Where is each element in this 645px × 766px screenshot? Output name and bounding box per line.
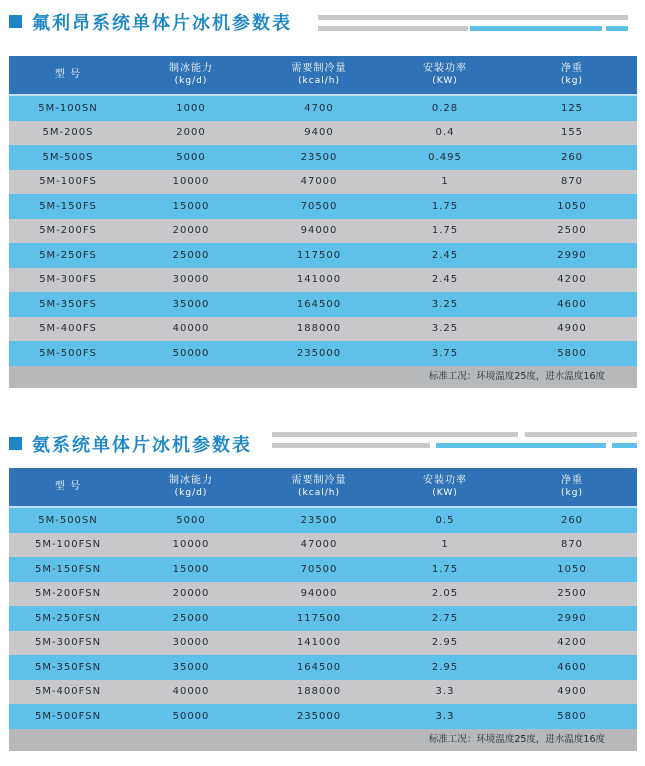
- header-label: 制冰能力: [169, 475, 213, 486]
- cell-ice-capacity: 1000: [176, 102, 206, 114]
- cell-install-power: 1.75: [431, 563, 459, 575]
- cell-ice-capacity: 20000: [172, 225, 210, 237]
- cell-install-power: 1: [441, 176, 449, 188]
- cell-cooling-required: 94000: [300, 225, 338, 237]
- cell-ice-capacity: 50000: [172, 710, 210, 722]
- table-footer-note: 标准工况：环境温度25度，进水温度16度: [9, 729, 637, 751]
- cell-model: 5M-200S: [42, 127, 94, 139]
- cell-model: 5M-500FSN: [34, 710, 102, 722]
- header-unit: (kg/d): [174, 76, 208, 86]
- decor-stripe: [318, 26, 468, 31]
- header-cooling-required: [255, 468, 383, 506]
- table-row: [9, 655, 637, 680]
- table-row: [9, 680, 637, 705]
- cell-model: 5M-500S: [42, 151, 94, 163]
- cell-ice-capacity: 50000: [172, 347, 210, 359]
- cell-model: 5M-250FS: [39, 249, 97, 261]
- ammonia-param-table: [9, 468, 637, 751]
- header-label: 净重: [561, 63, 583, 74]
- cell-ice-capacity: 10000: [172, 176, 210, 188]
- cell-net-weight: 4600: [557, 298, 587, 310]
- cell-model: 5M-250FSN: [34, 612, 102, 624]
- cell-install-power: 2.45: [431, 274, 459, 286]
- table-row: [9, 704, 637, 729]
- cell-model: 5M-500FS: [39, 347, 97, 359]
- table-row: [9, 508, 637, 533]
- cell-model: 5M-100SN: [38, 102, 98, 114]
- table-footer-note: 标准工况：环境温度25度，进水温度16度: [9, 366, 637, 388]
- cell-model: 5M-500SN: [38, 514, 98, 526]
- header-unit: (KW): [432, 488, 458, 498]
- header-unit: (kcal/h): [298, 488, 340, 498]
- decor-stripe: [525, 432, 637, 437]
- table-row: [9, 582, 637, 607]
- header-cooling-required: [255, 56, 383, 94]
- header-label: 净重: [561, 475, 583, 486]
- table-row: [9, 96, 637, 121]
- header-unit: (kg/d): [174, 488, 208, 498]
- cell-cooling-required: 94000: [300, 588, 338, 600]
- cell-model: 5M-400FSN: [34, 686, 102, 698]
- freon-section: [0, 0, 645, 382]
- cell-net-weight: 155: [560, 127, 584, 139]
- cell-cooling-required: 141000: [296, 274, 342, 286]
- cell-model: 5M-300FS: [39, 274, 97, 286]
- table-row: [9, 606, 637, 631]
- cell-ice-capacity: 40000: [172, 323, 210, 335]
- cell-install-power: 2.45: [431, 249, 459, 261]
- table-row: [9, 121, 637, 146]
- cell-net-weight: 1050: [557, 563, 587, 575]
- header-net-weight: [507, 468, 637, 506]
- cell-install-power: 3.25: [431, 323, 459, 335]
- cell-cooling-required: 70500: [300, 200, 338, 212]
- cell-install-power: 2.95: [431, 661, 459, 673]
- header-model: [9, 56, 127, 94]
- table-header: [9, 468, 637, 508]
- header-unit: (kg): [561, 488, 583, 498]
- ammonia-table-title: 氨系统单体片冰机参数表: [32, 435, 252, 456]
- cell-model: 5M-200FS: [39, 225, 97, 237]
- cell-model: 5M-200FSN: [34, 588, 102, 600]
- cell-net-weight: 4200: [557, 274, 587, 286]
- cell-net-weight: 870: [560, 176, 584, 188]
- cell-net-weight: 5800: [557, 347, 587, 359]
- cell-net-weight: 2990: [557, 612, 587, 624]
- cell-cooling-required: 23500: [300, 151, 338, 163]
- header-net-weight: [507, 56, 637, 94]
- header-label: 制冰能力: [169, 63, 213, 74]
- table-row: [9, 194, 637, 219]
- cell-model: 5M-100FSN: [34, 539, 102, 551]
- cell-model: 5M-350FSN: [34, 661, 102, 673]
- cell-ice-capacity: 10000: [172, 539, 210, 551]
- cell-ice-capacity: 30000: [172, 274, 210, 286]
- cell-net-weight: 5800: [557, 710, 587, 722]
- cell-net-weight: 2500: [557, 225, 587, 237]
- cell-cooling-required: 117500: [296, 249, 342, 261]
- cell-ice-capacity: 5000: [176, 514, 206, 526]
- table-row: [9, 145, 637, 170]
- cell-model: 5M-300FSN: [34, 637, 102, 649]
- cell-install-power: 3.75: [431, 347, 459, 359]
- table-row: [9, 631, 637, 656]
- table-body: [9, 508, 637, 729]
- cell-ice-capacity: 15000: [172, 563, 210, 575]
- header-label: 需要制冷量: [291, 475, 347, 486]
- cell-install-power: 2.95: [431, 637, 459, 649]
- cell-net-weight: 260: [560, 151, 584, 163]
- ammonia-title-row: [0, 422, 645, 470]
- cell-cooling-required: 70500: [300, 563, 338, 575]
- cell-model: 5M-150FSN: [34, 563, 102, 575]
- cell-install-power: 2.75: [431, 612, 459, 624]
- table-body: [9, 96, 637, 366]
- header-label: 需要制冷量: [291, 63, 347, 74]
- table-row: [9, 219, 637, 244]
- cell-install-power: 3.3: [435, 686, 455, 698]
- title-square-icon: [9, 15, 22, 28]
- cell-ice-capacity: 40000: [172, 686, 210, 698]
- cell-install-power: 1: [441, 539, 449, 551]
- cell-cooling-required: 188000: [296, 686, 342, 698]
- header-ice-capacity: [127, 56, 255, 94]
- cell-net-weight: 4900: [557, 323, 587, 335]
- cell-install-power: 3.25: [431, 298, 459, 310]
- cell-cooling-required: 164500: [296, 298, 342, 310]
- cell-install-power: 3.3: [435, 710, 455, 722]
- cell-net-weight: 4200: [557, 637, 587, 649]
- cell-model: 5M-400FS: [39, 323, 97, 335]
- cell-ice-capacity: 2000: [176, 127, 206, 139]
- decor-stripe: [470, 26, 602, 31]
- header-unit: (kg): [561, 76, 583, 86]
- cell-ice-capacity: 25000: [172, 612, 210, 624]
- cell-cooling-required: 47000: [300, 539, 338, 551]
- cell-model: 5M-350FS: [39, 298, 97, 310]
- cell-cooling-required: 164500: [296, 661, 342, 673]
- cell-net-weight: 260: [560, 514, 584, 526]
- table-header: [9, 56, 637, 96]
- cell-net-weight: 870: [560, 539, 584, 551]
- cell-cooling-required: 4700: [304, 102, 334, 114]
- header-label: 安装功率: [423, 63, 467, 74]
- cell-ice-capacity: 25000: [172, 249, 210, 261]
- cell-net-weight: 125: [560, 102, 584, 114]
- cell-cooling-required: 47000: [300, 176, 338, 188]
- decor-stripe: [612, 443, 637, 448]
- header-label: 型 号: [54, 69, 82, 80]
- cell-ice-capacity: 15000: [172, 200, 210, 212]
- cell-cooling-required: 235000: [296, 710, 342, 722]
- cell-install-power: 0.4: [435, 127, 455, 139]
- cell-cooling-required: 9400: [304, 127, 334, 139]
- cell-net-weight: 2500: [557, 588, 587, 600]
- title-square-icon: [9, 437, 22, 450]
- ammonia-section: [0, 422, 645, 745]
- decor-stripe: [606, 26, 628, 31]
- header-ice-capacity: [127, 468, 255, 506]
- cell-model: 5M-150FS: [39, 200, 97, 212]
- table-row: [9, 243, 637, 268]
- cell-cooling-required: 141000: [296, 637, 342, 649]
- cell-install-power: 2.05: [431, 588, 459, 600]
- table-row: [9, 170, 637, 195]
- header-label: 型 号: [54, 481, 82, 492]
- cell-install-power: 1.75: [431, 225, 459, 237]
- cell-ice-capacity: 5000: [176, 151, 206, 163]
- cell-cooling-required: 235000: [296, 347, 342, 359]
- cell-ice-capacity: 35000: [172, 298, 210, 310]
- table-row: [9, 268, 637, 293]
- header-label: 安装功率: [423, 475, 467, 486]
- cell-install-power: 0.28: [431, 102, 459, 114]
- cell-install-power: 1.75: [431, 200, 459, 212]
- decor-stripe: [318, 15, 628, 20]
- header-unit: (kcal/h): [298, 76, 340, 86]
- table-row: [9, 292, 637, 317]
- table-row: [9, 341, 637, 366]
- cell-net-weight: 2990: [557, 249, 587, 261]
- cell-install-power: 0.495: [428, 151, 462, 163]
- cell-net-weight: 1050: [557, 200, 587, 212]
- cell-net-weight: 4600: [557, 661, 587, 673]
- table-row: [9, 317, 637, 342]
- header-model: [9, 468, 127, 506]
- table-row: [9, 557, 637, 582]
- cell-cooling-required: 117500: [296, 612, 342, 624]
- cell-cooling-required: 23500: [300, 514, 338, 526]
- table-row: [9, 533, 637, 558]
- cell-ice-capacity: 35000: [172, 661, 210, 673]
- header-install-power: [383, 56, 507, 94]
- cell-install-power: 0.5: [435, 514, 455, 526]
- cell-cooling-required: 188000: [296, 323, 342, 335]
- decor-stripe: [436, 443, 606, 448]
- freon-title-row: [0, 0, 645, 48]
- freon-table-title: 氟利昂系统单体片冰机参数表: [32, 13, 292, 34]
- decor-stripe: [272, 443, 430, 448]
- cell-net-weight: 4900: [557, 686, 587, 698]
- cell-model: 5M-100FS: [39, 176, 97, 188]
- decor-stripe: [272, 432, 518, 437]
- header-unit: (KW): [432, 76, 458, 86]
- cell-ice-capacity: 30000: [172, 637, 210, 649]
- cell-ice-capacity: 20000: [172, 588, 210, 600]
- freon-param-table: [9, 56, 637, 388]
- header-install-power: [383, 468, 507, 506]
